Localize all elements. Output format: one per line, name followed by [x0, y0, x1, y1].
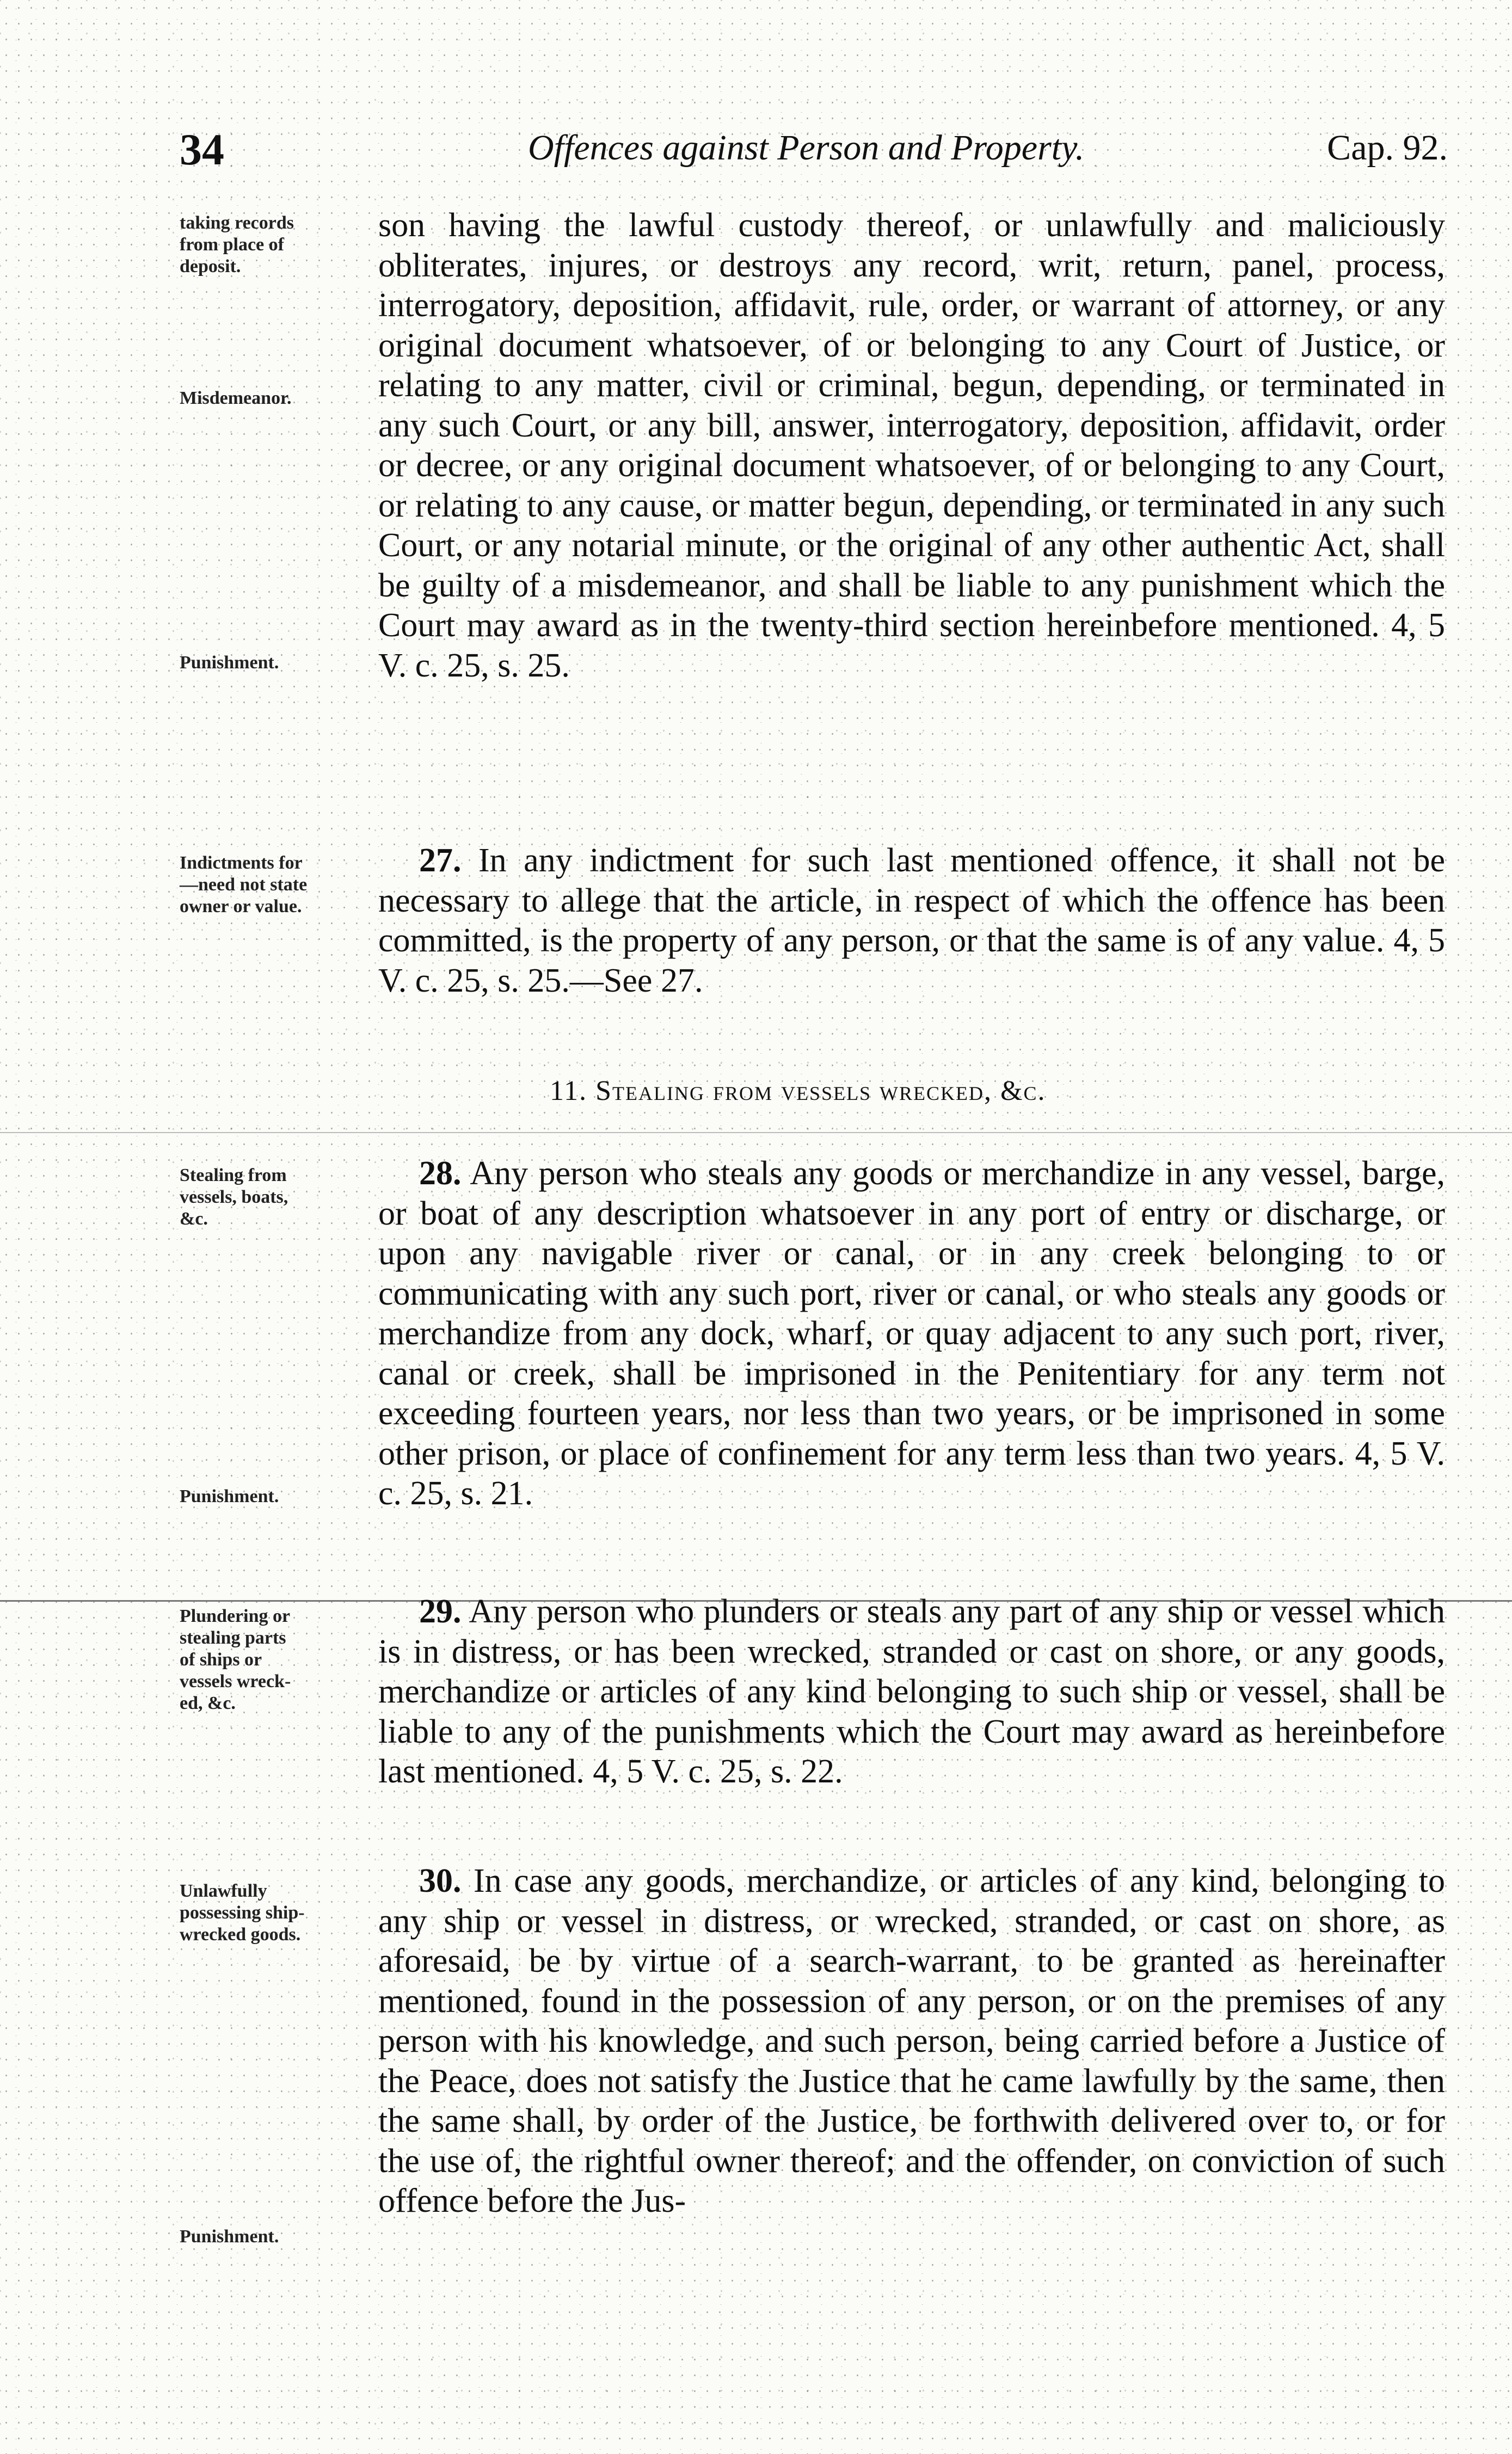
section-29	[378, 1592, 1445, 1792]
section-heading-number: 11.	[550, 1075, 588, 1106]
margin-note-taking-records: taking records from place of deposit.	[180, 213, 294, 276]
margin-note-stealing-vessels: Stealing from vessels, boats, &c.	[180, 1165, 288, 1229]
paragraph-text: Any person who plunders or steals any part of any ship or vessel which is in distress, or has been wrecked, stranded or cast on shore, or any goods, merchandize or articles of any kind belonging to such ship or vessel, shall be liable to any of the punishments which the Court may award as hereinbefore last mentioned. 4, 5 V. c. 25, s. 22.	[378, 1593, 1445, 1790]
scan-fold-line	[0, 1132, 1512, 1133]
margin-note-indictments: Indictments for —need not state owner or value.	[180, 853, 308, 917]
paragraph-text: son having the lawful custody thereof, or unlawfully and maliciously obliterates, injures, or destroys any record, writ, return, panel, process, interrogatory, deposition, affidavit, rule, order, or warrant of attorney, or any original document whatsoever, of or belonging to any Court of Justice, or relating to any matter, civil or criminal, begun, depending, or terminated in any such Court, or any bill, answer, interrogatory, deposition, affidavit, order or decree, or any original document whatsoever, of or belonging to any Court, or relating to any cause, or matter begun, depending, or terminated in any such Court, or any notarial minute, or the original of any other authentic Act, shall be guilty of a misdemeanor, and shall be liable to any punishment which the Court may award as in the twenty-third section hereinbefore mentioned. 4, 5 V. c. 25, s. 25.	[378, 207, 1445, 684]
section-number: 27.	[419, 842, 462, 879]
section-30	[378, 1861, 1445, 2222]
margin-note-plundering: Plundering or stealing parts of ships or vessels wreck- ed, &c.	[180, 1606, 291, 1713]
section-27	[378, 841, 1445, 1001]
section-number: 29.	[419, 1593, 462, 1630]
section-28	[378, 1154, 1445, 1514]
section-heading	[550, 1075, 1366, 1107]
chapter-label: Cap. 92.	[1327, 128, 1448, 168]
page-number: 34	[180, 125, 224, 174]
margin-note-punishment: Punishment.	[180, 2227, 279, 2247]
section-heading-title: Stealing from vessels wrecked, &c.	[595, 1075, 1046, 1106]
margin-note-punishment: Punishment.	[180, 1486, 279, 1506]
margin-note-unlawfully-possessing: Unlawfully possessing ship- wrecked goods.	[180, 1881, 305, 1945]
paragraph-text: In any indictment for such last mentioned offence, it shall not be necessary to allege that the article, in respect of which the offence has been committed, is the property of any person, or that the same is of any value. 4, 5 V. c. 25, s. 25.—See 27.	[378, 842, 1446, 999]
page-header	[180, 124, 1448, 179]
running-title: Offences against Person and Property.	[528, 128, 1085, 168]
paragraph-text: Any person who steals any goods or merchandize in any vessel, barge, or boat of any description whatsoever in any port of entry or discharge, or upon any navigable river or canal, or in any creek belonging to or communicating with any such port, river or canal, or who steals any goods or merchandize from any dock, wharf, or quay adjacent to any such port, river, canal or creek, shall be imprisoned in the Penitentiary for any term not exceeding fourteen years, nor less than two years, or be imprisoned in some other prison, or place of confinement for any term less than two years. 4, 5 V. c. 25, s. 21.	[378, 1155, 1445, 1512]
paragraph-26-continued	[378, 206, 1445, 686]
margin-note-misdemeanor: Misdemeanor.	[180, 388, 292, 408]
section-number: 28.	[419, 1155, 462, 1192]
paragraph-text: In case any goods, merchandize, or articles of any kind, belonging to any ship or vessel in distress, or wrecked, stranded, or cast on shore, as aforesaid, be by virtue of a search-warrant, to be granted as hereinafter mentioned, found in the possession of any person, or on the premises of any person with his knowledge, and such person, being carried before a Justice of the Peace, does not satisfy the Justice that he came lawfully by the same, then the same shall, by order of the Justice, be forthwith delivered over to, or for the use of, the rightful owner thereof; and the offender, on conviction of such offence before the Jus-	[378, 1862, 1446, 2219]
section-number: 30.	[419, 1862, 462, 1899]
margin-note-punishment: Punishment.	[180, 653, 279, 673]
